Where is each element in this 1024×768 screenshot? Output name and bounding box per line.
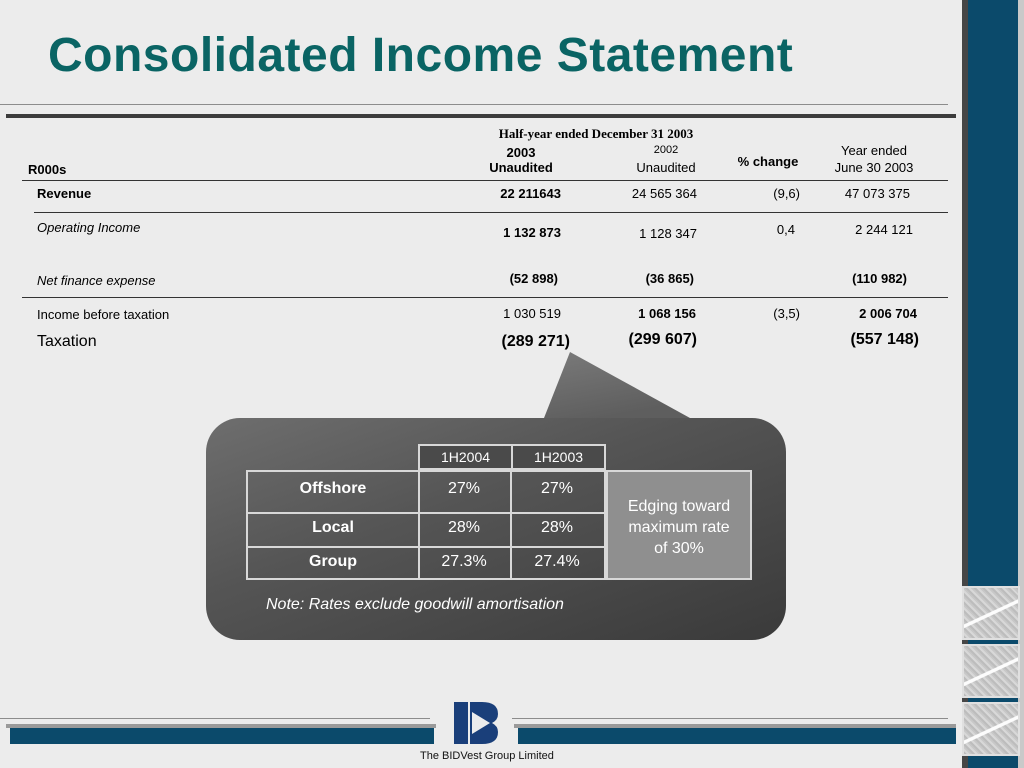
rates-label-offshore: Offshore	[299, 480, 367, 497]
footer-rule-right	[512, 718, 948, 719]
col-2003-status: Unaudited	[489, 160, 553, 175]
rates-col-divider	[510, 472, 512, 578]
operating-income-change: 0,4	[776, 222, 795, 237]
rates-local-1h2004: 28%	[447, 519, 481, 536]
footer-rule-left	[0, 718, 430, 719]
rates-col-1h2004: 1H2004	[440, 449, 491, 465]
rates-col-1h2003: 1H2003	[511, 446, 604, 468]
row-divider	[22, 297, 948, 298]
rates-col-divider	[418, 472, 420, 578]
col-year-ended-line1: Year ended	[840, 143, 908, 158]
col-2003-year: 2003	[506, 145, 536, 160]
row-label-operating-income: Operating Income	[37, 220, 141, 235]
revenue-2003: 22 211643	[500, 186, 561, 201]
rates-row-local	[248, 519, 604, 555]
header-divider	[22, 180, 948, 181]
rates-offshore-1h2003: 27%	[540, 480, 574, 497]
footer-bar-right	[518, 728, 956, 744]
rates-local-1h2003: 28%	[540, 519, 574, 536]
footer-bar-left	[10, 728, 434, 744]
col-2002-status: Unaudited	[636, 160, 696, 175]
col-pct-change: % change	[737, 154, 799, 169]
rates-divider	[248, 546, 604, 548]
revenue-2002: 24 565 364	[631, 186, 697, 201]
net-finance-2003: (52 898)	[509, 271, 558, 286]
title-rule-shadow	[6, 114, 956, 118]
decor-tile	[962, 702, 1020, 756]
rates-group-1h2003: 27.4%	[534, 553, 580, 570]
row-label-taxation: Taxation	[37, 333, 97, 350]
taxation-year: (557 148)	[850, 331, 919, 348]
revenue-change: (9,6)	[773, 186, 800, 201]
rates-row-offshore	[248, 480, 604, 516]
bidvest-logo	[452, 700, 502, 746]
decor-tile	[962, 644, 1020, 698]
rates-row-group	[248, 553, 604, 589]
rate-comment-line3: of 30%	[654, 540, 704, 557]
rates-group-1h2004: 27.3%	[441, 553, 487, 570]
period-header: Half-year ended December 31 2003	[498, 126, 694, 141]
col-year-ended-line2: June 30 2003	[834, 160, 914, 175]
side-strip-blue	[968, 0, 1018, 580]
operating-income-2003: 1 132 873	[503, 225, 561, 240]
row-label-revenue: Revenue	[37, 186, 92, 201]
rates-label-group: Group	[309, 553, 357, 570]
rates-label-local: Local	[312, 519, 354, 536]
rate-comment-line2: maximum rate	[628, 519, 730, 536]
rates-offshore-1h2004: 27%	[447, 480, 481, 497]
rates-table	[246, 470, 606, 580]
revenue-year: 47 073 375	[844, 186, 910, 201]
income-before-tax-change: (3,5)	[773, 306, 800, 321]
page-title: Consolidated Income Statement	[48, 29, 794, 82]
row-divider	[34, 212, 948, 213]
rate-comment-line1: Edging toward	[627, 498, 731, 515]
operating-income-year: 2 244 121	[855, 222, 913, 237]
taxation-2002: (299 607)	[628, 331, 697, 348]
income-before-tax-2002: 1 068 156	[638, 306, 696, 321]
rates-header	[418, 444, 606, 470]
row-label-net-finance: Net finance expense	[37, 273, 156, 288]
row-label-income-before-tax: Income before taxation	[37, 307, 170, 322]
decor-tile	[962, 586, 1020, 640]
col-2002-year: 2002	[653, 144, 679, 156]
operating-income-2002: 1 128 347	[639, 226, 697, 241]
net-finance-year: (110 982)	[852, 271, 907, 286]
rates-divider	[248, 512, 604, 514]
net-finance-2002: (36 865)	[645, 271, 694, 286]
rate-comment-box	[606, 470, 752, 580]
rates-note: Note: Rates exclude goodwill amortisation	[266, 596, 564, 613]
income-before-tax-year: 2 006 704	[859, 306, 917, 321]
taxation-2003: (289 271)	[501, 333, 570, 350]
income-before-tax-2003: 1 030 519	[503, 306, 561, 321]
unit-label: R000s	[28, 162, 67, 177]
company-name: The BIDVest Group Limited	[420, 750, 554, 762]
title-rule	[0, 104, 948, 105]
